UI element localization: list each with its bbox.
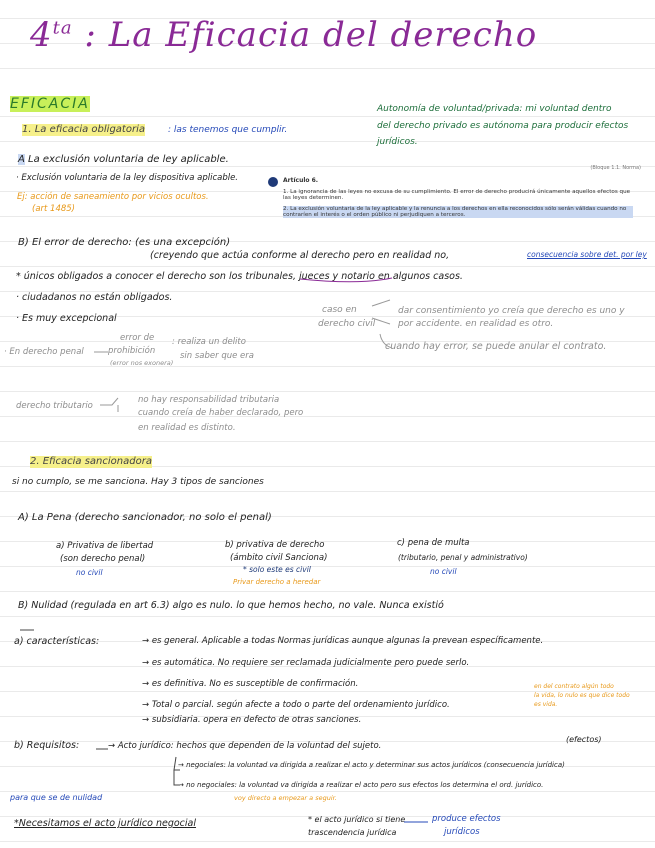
autonomia-line-2: del derecho privado es autónoma para producir efectos xyxy=(377,121,629,131)
b-realiza1: : realiza un delito xyxy=(172,337,246,347)
req-branch xyxy=(174,757,180,785)
autonomia-line-3: jurídicos. xyxy=(377,137,418,147)
pena-b-1: b) privativa de derecho xyxy=(225,540,325,550)
b-error1: error de xyxy=(120,333,155,343)
s1-note: : las tenemos que cumplir. xyxy=(168,125,288,135)
s1-heading: 1. La eficacia obligatoria xyxy=(22,124,145,135)
pena-b-4: Privar derecho a heredar xyxy=(233,578,321,586)
pena-a-2: (son derecho penal) xyxy=(60,554,146,564)
pena-a-3: no civil xyxy=(76,568,103,577)
s2-nulidad: B) Nulidad (regulada en art 6.3) algo es nulo. lo que hemos hecho, no vale. Nunca existió xyxy=(18,600,444,611)
caracteristica-4-note-3: es vida. xyxy=(534,701,558,708)
tribunales-underline xyxy=(300,278,392,282)
article-header: (Bloque 1.1. Norma) xyxy=(590,165,641,171)
s2-intro: si no cumplo, se me sanciona. Hay 3 tipos de sanciones xyxy=(12,477,264,487)
produce-2: jurídicos xyxy=(444,827,480,837)
s2-heading: 2. Eficacia sancionadora xyxy=(30,456,152,467)
caso-arrows xyxy=(372,300,390,324)
requisitos-label: b) Requisitos: xyxy=(14,740,80,751)
autonomia-line-1: Autonomía de voluntad/privada: mi voluntad dentro xyxy=(377,104,612,114)
label-a: A xyxy=(18,154,25,165)
produce-1: produce efectos xyxy=(432,814,501,824)
article-paragraph-1: 1. La ignorancia de las leyes no excusa de su cumplimiento. El error de derecho producirá únicamente aquellos efectos que las leyes determinen. xyxy=(283,189,631,201)
trascendencia-1: * el acto jurídico si tiene xyxy=(308,815,406,824)
caracteristica-2: → es automática. No requiere ser reclamada judicialmente pero puede serlo. xyxy=(142,658,470,668)
b-penal: · En derecho penal xyxy=(4,347,84,357)
s1-ej1: Ej: acción de saneamiento por vicios ocultos. xyxy=(17,192,209,202)
nulidad-question: para que se de nulidad xyxy=(10,793,103,802)
pena-c-2: (tributario, penal y administrativo) xyxy=(398,553,528,562)
requisito-negociales: → negociales: la voluntad va dirigida a realizar el acto y determinar sus actos jurídicos (consecuencia jurídica) xyxy=(178,761,565,769)
caracteristica-4: → Total o parcial. según afecte a todo o parte del ordenamiento jurídico. xyxy=(142,700,450,710)
b-dar2: por accidente. en realidad es otro. xyxy=(398,319,554,329)
requisito-no-negociales: → no negociales: la voluntad va dirigida a realizar el acto pero sus efectos los determina el ord. jurídico. xyxy=(178,781,544,789)
page-title: $4^{ta}$ : La Eficacia del derecho xyxy=(30,15,538,55)
pena-b-2: (ámbito civil Sanciona) xyxy=(230,553,328,563)
pena-c-1: c) pena de multa xyxy=(397,538,470,548)
b-trib3: en realidad es distinto. xyxy=(138,423,236,433)
caracteristica-4-note-2: la vida, lo nulo es que dice todo xyxy=(534,692,630,699)
b-line2-note: consecuencia sobre det. por ley xyxy=(527,250,647,259)
s1-ej2: (art 1485) xyxy=(32,204,76,214)
requisito-1: → Acto jurídico: hechos que dependen de la voluntad del sujeto. xyxy=(108,741,382,751)
b-trib2: cuando creía de haber declarado, pero xyxy=(138,408,304,418)
b-trib1: no hay responsabilidad tributaria xyxy=(138,395,280,405)
section-label-eficacia: EFICACIA xyxy=(10,96,90,112)
caracteristicas-label: a) características: xyxy=(14,636,100,647)
trib-brace xyxy=(100,398,118,412)
caracteristica-4-note-1: en del contrato algún todo xyxy=(534,683,614,690)
b-realiza2: sin saber que era xyxy=(180,351,254,361)
b-star: * únicos obligados a conocer el derecho son los tribunales, jueces y notario en algunos casos. xyxy=(16,271,463,282)
cuando-arrow xyxy=(380,334,392,348)
requisito-no-negociales-note: voy directo a empezar a seguir. xyxy=(234,794,337,802)
s2-a: A) La Pena (derecho sancionador, no solo el penal) xyxy=(18,512,272,523)
pena-b-3: * solo este es civil xyxy=(243,565,311,574)
b-line2: (creyendo que actúa conforme al derecho pero en realidad no, xyxy=(150,250,450,261)
b-error3: (error nos exonera) xyxy=(110,359,174,367)
b-caso2: derecho civil xyxy=(318,319,376,329)
trascendencia-2: trascendencia jurídica xyxy=(308,828,397,837)
requisito-1-efectos: (efectos) xyxy=(566,735,602,744)
b-c2: · Es muy excepcional xyxy=(16,313,117,324)
pena-c-3: no civil xyxy=(430,567,457,576)
caracteristica-1: → es general. Aplicable a todas Normas jurídicas aunque algunas la prevean específicamente. xyxy=(142,636,544,646)
b-error2: prohibición xyxy=(108,346,156,356)
article-title: Artículo 6. xyxy=(283,177,319,184)
b-title: B) El error de derecho: (es una excepción) xyxy=(18,237,231,248)
b-trib: derecho tributario xyxy=(16,401,93,411)
b-dar1: dar consentimiento yo creía que derecho es uno y xyxy=(398,306,625,316)
s1-a: A La exclusión voluntaria de ley aplicable. xyxy=(18,154,229,165)
article-paragraph-2: 2. La exclusión voluntaria de la ley aplicable y la renuncia a los derechos en ella reconocidos sólo serán válidas cuando no contraríen el interés o el orden público ni perjudiquen a terceros. xyxy=(283,206,633,218)
s1-a-line2: · Exclusión voluntaria de la ley dispositiva aplicable. xyxy=(16,173,239,183)
caracteristica-5: → subsidiaria. opera en defecto de otras sanciones. xyxy=(142,715,362,725)
b-c1: · ciudadanos no están obligados. xyxy=(16,292,173,303)
pena-a-1: a) Privativa de libertad xyxy=(56,541,154,551)
b-caso1: caso en xyxy=(322,305,357,315)
necesitamos: *Necesitamos el acto jurídico negocial xyxy=(14,818,197,829)
b-cuando: cuando hay error, se puede anular el contrato. xyxy=(385,341,607,352)
caracteristica-3: → es definitiva. No es susceptible de confirmación. xyxy=(142,679,359,689)
